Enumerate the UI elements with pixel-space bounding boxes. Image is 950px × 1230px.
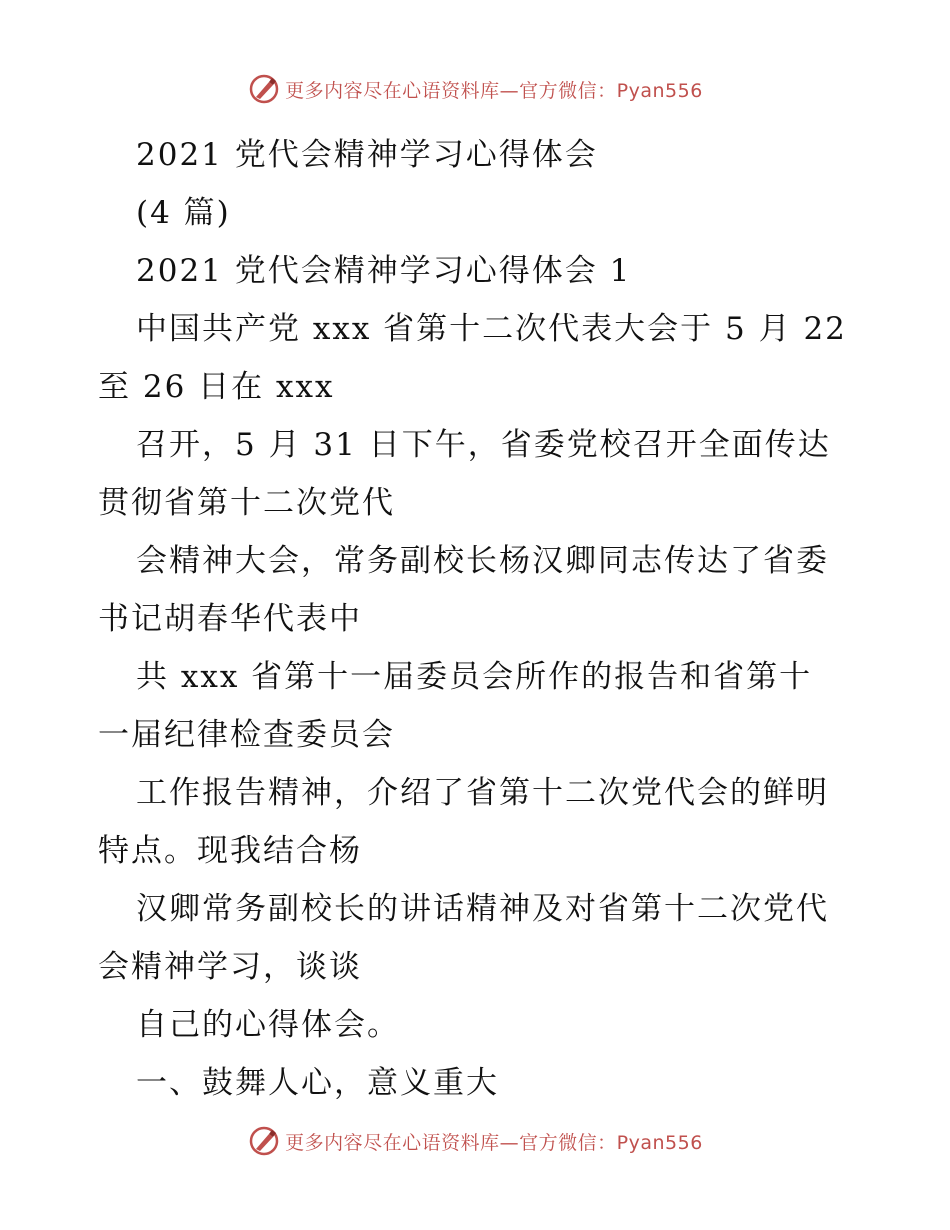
document-body [98,126,858,1112]
paragraph-line: 会精神学习，谈谈 [98,949,362,985]
subsection-heading: 一、鼓舞人心，意义重大 [136,1065,499,1101]
pen-logo-icon [247,72,281,106]
paragraph-line: 至 26 日在 xxx [98,369,335,405]
footer-watermark [0,1124,950,1158]
pen-logo-icon [247,1124,281,1158]
paragraph-line: 特点。现我结合杨 [98,833,362,869]
doc-title: 2021 党代会精神学习心得体会 [136,137,598,173]
paragraph-line: 自己的心得体会。 [136,1007,400,1043]
doc-subtitle: (4 篇) [136,195,231,231]
paragraph-line: 召开，5 月 31 日下午，省委党校召开全面传达 [136,427,831,463]
paragraph-line: 一届纪律检查委员会 [98,717,395,753]
paragraph-line: 中国共产党 xxx 省第十二次代表大会于 5 月 22 [136,311,847,347]
watermark-text: 更多内容尽在心语资料库—官方微信：Pyan556 [285,79,703,102]
paragraph-line: 贯彻省第十二次党代 [98,485,395,521]
header-watermark [0,72,950,106]
paragraph-line: 书记胡春华代表中 [98,601,362,637]
paragraph-line: 共 xxx 省第十一届委员会所作的报告和省第十 [136,659,813,695]
section-heading: 2021 党代会精神学习心得体会 1 [136,253,632,289]
paragraph-line: 工作报告精神，介绍了省第十二次党代会的鲜明 [136,775,829,811]
paragraph-line: 汉卿常务副校长的讲话精神及对省第十二次党代 [136,891,829,927]
paragraph-line: 会精神大会，常务副校长杨汉卿同志传达了省委 [136,543,829,579]
watermark-text: 更多内容尽在心语资料库—官方微信：Pyan556 [285,1131,703,1154]
